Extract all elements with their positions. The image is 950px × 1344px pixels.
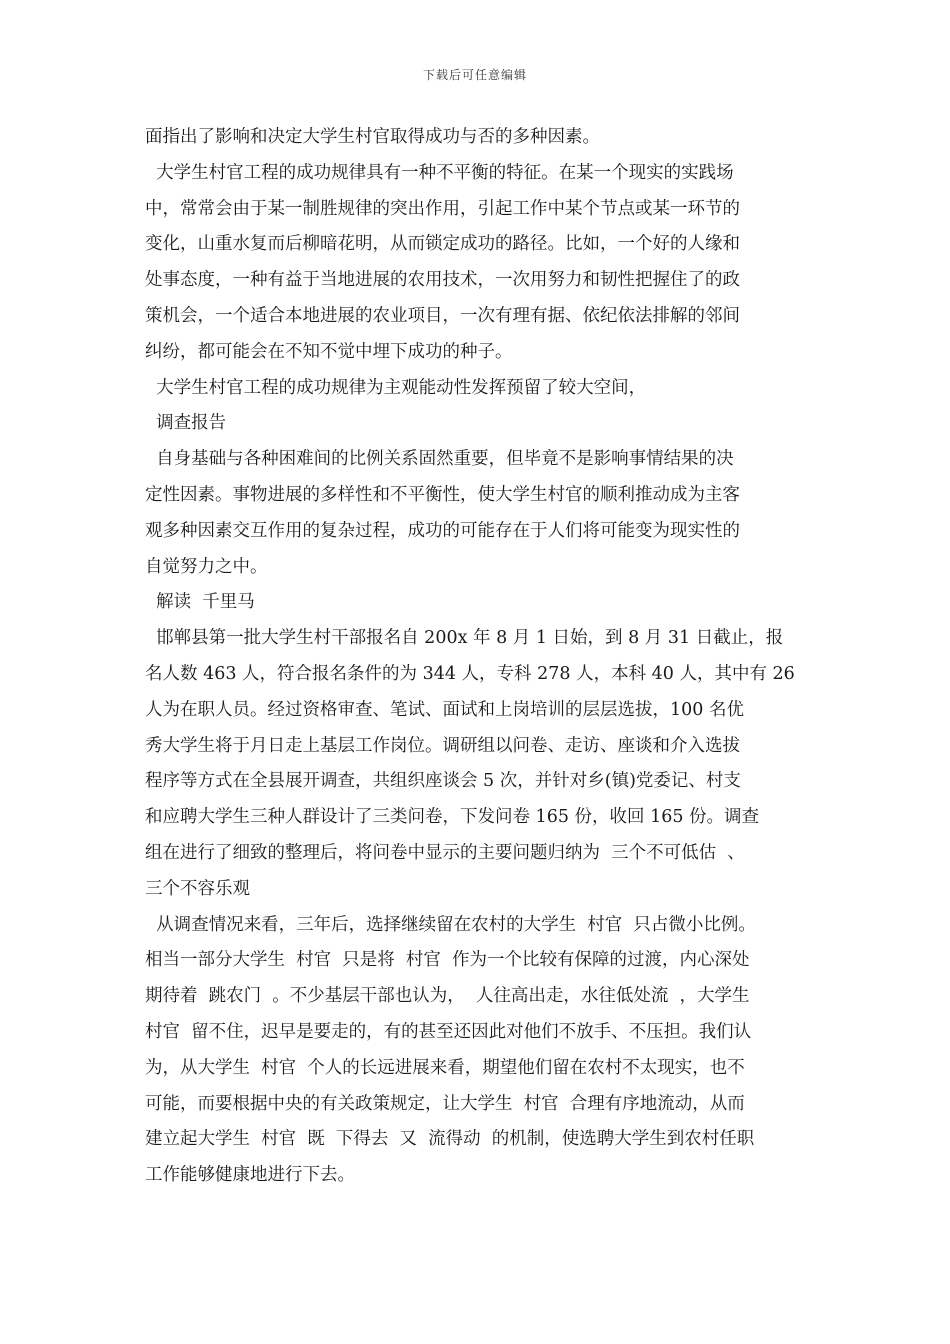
section-heading: 解读 千里马 — [145, 592, 255, 613]
document-body — [145, 120, 810, 1194]
text-line: 期待着 跳农门 。不少基层干部也认为， 人往高出走，水往低处流 ，大学生 — [145, 986, 750, 1007]
text-line: 名人数 463 人，符合报名条件的为 344 人，专科 278 人，本科 40 人，其中有 26 — [145, 663, 795, 684]
text-line: 建立起大学生 村官 既 下得去 又 流得动 的机制，使选聘大学生到农村任职 — [145, 1129, 755, 1150]
text-line: 策机会，一个适合本地进展的农业项目，一次有理有据、依纪依法排解的邻间 — [145, 305, 740, 326]
text-line: 从调查情况来看，三年后，选择继续留在农村的大学生 村官 只占微小比例。 — [145, 914, 756, 935]
text-line: 定性因素。事物进展的多样性和不平衡性，使大学生村官的顺利推动成为主客 — [145, 484, 740, 505]
text-line: 三个不容乐观 — [145, 878, 250, 899]
text-line: 自觉努力之中。 — [145, 556, 268, 577]
text-line: 处事态度，一种有益于当地进展的农用技术，一次用努力和韧性把握住了的政 — [145, 270, 740, 291]
text-line: 面指出了影响和决定大学生村官取得成功与否的多种因素。 — [145, 127, 600, 147]
text-line: 为，从大学生 村官 个人的长远进展来看，期望他们留在农村不太现实，也不 — [145, 1057, 745, 1078]
text-line: 自身基础与各种困难间的比例关系固然重要，但毕竟不是影响事情结果的决 — [145, 449, 734, 470]
text-line: 程序等方式在全县展开调查，共组织座谈会 5 次，并针对乡(镇)党委记、村支 — [145, 771, 741, 792]
text-line: 大学生村官工程的成功规律为主观能动性发挥预留了较大空间， — [145, 377, 647, 398]
text-line: 可能，而要根据中央的有关政策规定，让大学生 村官 合理有序地流动，从而 — [145, 1093, 745, 1114]
text-line: 纠纷，都可能会在不知不觉中埋下成功的种子。 — [145, 341, 513, 362]
text-line: 相当一部分大学生 村官 只是将 村官 作为一个比较有保障的过渡，内心深处 — [145, 950, 750, 971]
text-line: 观多种因素交互作用的复杂过程，成功的可能存在于人们将可能变为现实性的 — [145, 520, 740, 541]
text-line: 村官 留不住，迟早是要走的，有的甚至还因此对他们不放手、不压担。我们认 — [145, 1021, 752, 1042]
text-line: 和应聘大学生三种人群设计了三类问卷，下发问卷 165 份，收回 165 份。调查 — [145, 807, 760, 828]
page-header: 下载后可任意编辑 — [422, 68, 527, 82]
text-line: 变化，山重水复而后柳暗花明，从而锁定成功的路径。比如，一个好的人缘和 — [145, 234, 740, 255]
section-heading: 调查报告 — [145, 413, 227, 434]
text-line: 大学生村官工程的成功规律具有一种不平衡的特征。在某一个现实的实践场 — [145, 162, 734, 183]
text-line: 秀大学生将于月日走上基层工作岗位。调研组以问卷、走访、座谈和介入选拔 — [145, 735, 740, 756]
text-line: 人为在职人员。经过资格审查、笔试、面试和上岗培训的层层选拔，100 名优 — [145, 699, 744, 720]
text-line: 邯郸县第一批大学生村干部报名自 200x 年 8 月 1 日始，到 8 月 31 日截止，报 — [145, 628, 784, 649]
text-line: 组在进行了细致的整理后，将问卷中显示的主要问题归纳为 三个不可低估 、 — [145, 842, 745, 863]
text-line: 工作能够健康地进行下去。 — [145, 1165, 355, 1186]
text-line: 中，常常会由于某一制胜规律的突出作用，引起工作中某个节点或某一环节的 — [145, 198, 740, 219]
